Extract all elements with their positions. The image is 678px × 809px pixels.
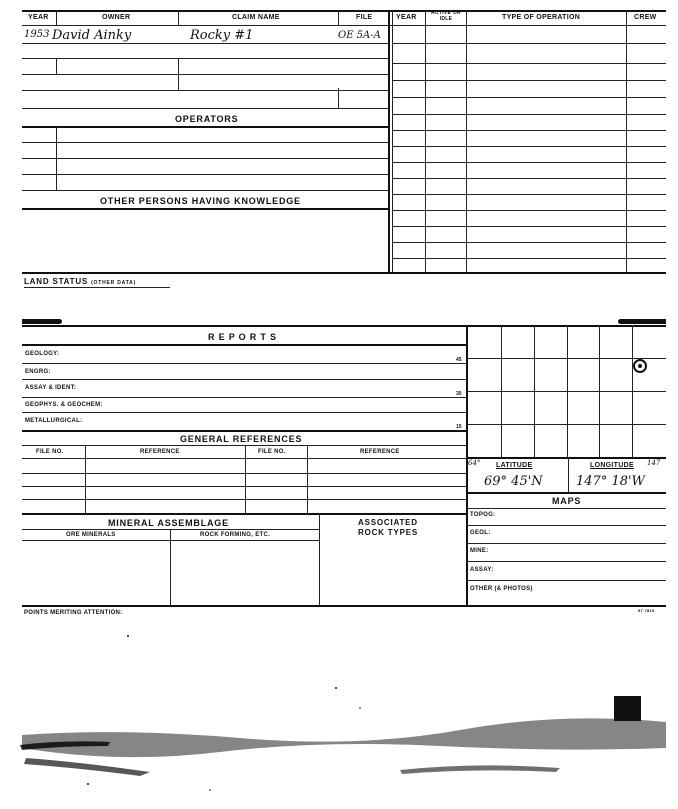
reports-assay-label: ASSAY & IDENT: [25, 385, 77, 391]
operation-active-idle-header: ACTIVE OR IDLE [431, 10, 461, 22]
claims-owner-header: OWNER [102, 14, 131, 21]
mineral-assemblage-title: MINERAL ASSEMBLAGE [108, 518, 229, 528]
ore-minerals-header: ORE MINERALS [66, 532, 116, 538]
rock-types-header: ROCK TYPES [358, 528, 419, 537]
reports-engrg-label: ENGRG: [25, 369, 51, 375]
associated-header: ASSOCIATED [358, 518, 418, 527]
reports-metallurgical-label: METALLURGICAL: [25, 418, 83, 424]
form-number: 97 7819 [638, 608, 655, 613]
reports-assay-num: 30 [456, 391, 462, 397]
land-status-text: LAND STATUS [24, 277, 89, 286]
claims-row-claim-name: Rocky #1 [190, 28, 254, 43]
ref-file-no-header-2: FILE NO. [258, 449, 286, 455]
points-meriting-attention-label: POINTS MERITING ATTENTION: [24, 610, 123, 616]
general-references-title: GENERAL REFERENCES [180, 434, 303, 444]
operation-year-header: YEAR [396, 14, 417, 21]
claims-year-header: YEAR [28, 14, 49, 21]
operators-title: OPERATORS [175, 114, 239, 124]
ref-reference-header-1: REFERENCE [140, 449, 180, 455]
reports-geophys-label: GEOPHYS. & GEOCHEM: [25, 402, 103, 408]
longitude-corner: 147 [647, 459, 661, 467]
maps-mine-label: MINE: [470, 548, 489, 554]
latitude-corner: 64° [468, 459, 481, 467]
reports-geology-num: 45 [456, 357, 462, 363]
maps-topog-label: TOPOG: [470, 512, 496, 518]
operation-type-header: TYPE OF OPERATION [502, 14, 581, 21]
claims-claim-name-header: CLAIM NAME [232, 14, 280, 21]
maps-geol-label: GEOL: [470, 530, 491, 536]
reports-geology-label: GEOLOGY: [25, 351, 60, 357]
other-persons-title: OTHER PERSONS HAVING KNOWLEDGE [100, 196, 301, 206]
latitude-label: LATITUDE [496, 462, 533, 469]
latitude-value: 69° 45'N [484, 474, 543, 489]
claims-row-owner: David Ainky [52, 28, 132, 43]
maps-title: MAPS [552, 496, 582, 506]
reports-title: R E P O R T S [208, 332, 277, 342]
claims-row-file: OE 5A-A [338, 30, 381, 41]
operation-crew-header: CREW [634, 14, 657, 21]
maps-other-label: OTHER (& PHOTOS) [470, 586, 533, 592]
claims-file-header: FILE [356, 14, 373, 21]
ref-file-no-header-1: FILE NO. [36, 449, 64, 455]
rock-forming-header: ROCK FORMING, ETC. [200, 532, 271, 538]
maps-assay-label: ASSAY: [470, 567, 494, 573]
claims-row-year: 1953 [24, 29, 50, 40]
ref-reference-header-2: REFERENCE [360, 449, 400, 455]
longitude-value: 147° 18'W [576, 474, 645, 489]
land-status-sub: (OTHER DATA) [91, 280, 137, 286]
reports-metallurgical-num: 15 [456, 424, 462, 430]
longitude-label: LONGITUDE [590, 462, 634, 469]
